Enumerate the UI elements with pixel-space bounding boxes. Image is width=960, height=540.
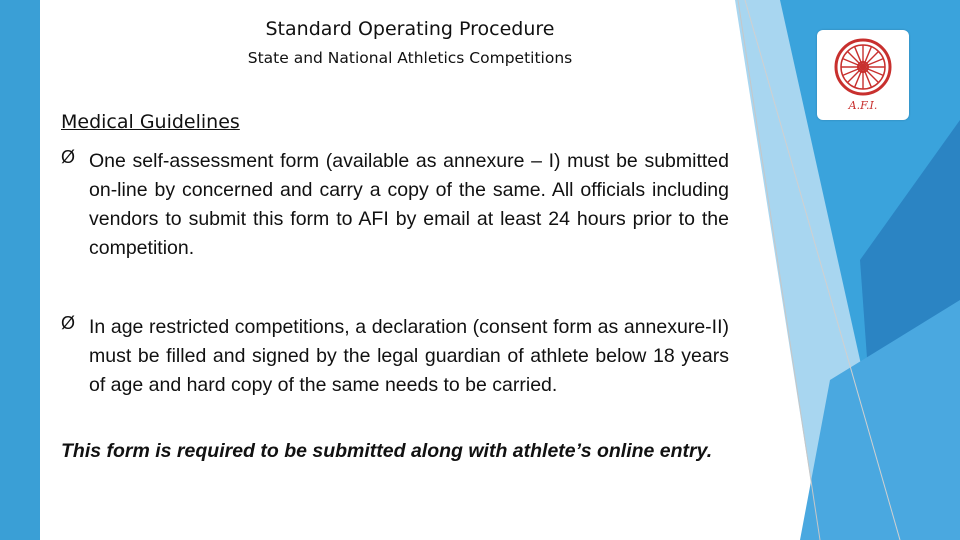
afi-logo — [817, 30, 909, 120]
note-text: This form is required to be submitted along with athlete’s online entry. — [61, 440, 713, 462]
arrow-bullet-icon: Ø — [61, 147, 76, 167]
wheel-icon — [817, 30, 909, 100]
bullet-text: One self-assessment form (available as annexure – I) must be submitted on-line by concerned and carry a copy of the same. All officials including vendors to submit this form to AFI by email at least 24 hours prior to the competition. — [89, 150, 729, 259]
section-heading: Medical Guidelines — [61, 111, 240, 133]
page-subtitle: State and National Athletics Competitions — [247, 49, 573, 67]
logo-caption: A.F.I. — [848, 99, 878, 112]
arrow-bullet-icon: Ø — [61, 313, 76, 333]
bullet-text: In age restricted competitions, a declaration (consent form as annexure-II) must be filled and signed by the legal guardian of athlete below 18 years of age and hard copy of the same needs to be carried. — [89, 316, 729, 396]
page-title: Standard Operating Procedure — [265, 18, 555, 40]
